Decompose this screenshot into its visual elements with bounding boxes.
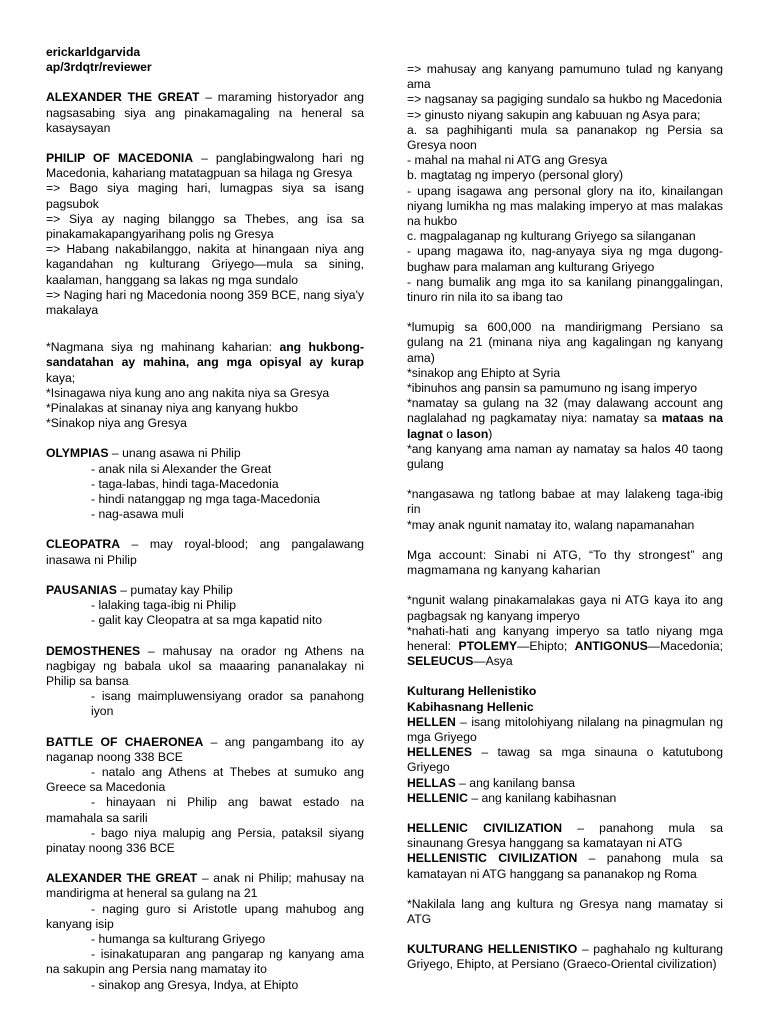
atg-intro-paragraph [46,90,364,136]
philip-line: => Habang nakabilanggo, nakita at hinangaan niya ang kagandahan ng kulturang Griyego—mula sa sining, kaalaman, hanggang sa lakas ng mga sundalo [46,242,364,287]
division-line: *ngunit walang pinakamalakas gaya ni ATG kaya ito ang pagbagsak ng kanyang imperyo [407,593,723,623]
section-atg-intro [46,90,364,136]
pausanias-item: - galit kay Cleopatra at sa mga kapatid nito [91,613,323,628]
section-known [407,897,723,927]
philip-paragraph [46,151,364,181]
death-cause-fever: mataas na lagnat [407,411,723,441]
chaeronea-item: - hinayaan ni Philip ang bawat estado na mamahala sa sarili [46,795,364,825]
general-antigonus: ANTIGONUS [574,638,648,653]
section-civilizations [407,821,723,882]
goals-line: - mahal na mahal ni ATG ang Gresya [407,153,608,168]
general-seleucus: SELEUCUS [407,654,474,669]
goals-line: => nagsanay sa pagiging sundalo sa hukbo ng Macedonia [407,92,723,107]
chaeronea-item: - natalo ang Athens at Thebes at sumuko ang Greece sa Macedonia [46,764,364,795]
death-post: ) [488,426,493,441]
section-chaeronea [46,735,364,857]
term-kulturang-hellenistiko: KULTURANG HELLENISTIKO [407,942,578,957]
goals-line: c. magpalaganap ng kulturang Griyego sa silanganan [407,229,696,244]
pausanias-item: - lalaking taga-ibig ni Philip [91,598,236,613]
olympias-item: - taga-labas, hindi taga-Macedonia [91,476,279,491]
right-column [407,62,723,973]
death-cause-poison: lason [456,426,489,441]
definition-text: – isang mitolohiyang nilalang na pinagmulan ng mga Griyego [407,714,723,744]
kingdom-bold: ang hukbong-sandatahan ay mahina, ang mga opisyal ay kurap [46,340,364,370]
olympias-text: – unang asawa ni Philip [108,446,241,461]
demosthenes-item: - isang maimpluwensiyang orador sa panahong iyon [91,689,364,719]
section-account [407,548,723,578]
term-alexander: ALEXANDER THE GREAT [46,90,200,105]
section-hellenistic [407,684,723,806]
facts-line: *lumupig sa 600,000 na mandirigmang Persiano sa gulang na 21 (minana niya ang kagalingan ng kanyang ama) [407,320,723,365]
known-line: *Nakilala lang ang kultura ng Gresya nang mamatay si ATG [407,896,723,926]
olympias-item: - hindi natanggap ng mga taga-Macedonia [91,492,321,507]
marriage-line: *nangasawa ng tatlong babae at may lalakeng taga-ibig rin [407,487,723,517]
kingdom-line: *Pinalakas at sinanay niya ang kanyang hukbo [46,401,299,416]
section-kulturang-hellenistiko [407,942,723,972]
kulturang-text: – paghahalo ng kulturang Griyego, Ehipto, at Persiano (Graeco-Oriental civilization) [407,942,723,972]
civilization-text: – panahong mula sa kamatayan ni ATG hanggang sa pananakop ng Roma [407,851,723,881]
chaeronea-item: - bago niya malupig ang Persia, pataksil siyang pinatay noong 336 BCE [46,825,364,855]
kingdom-line: *Isinagawa niya kung ano ang nakita niya sa Gresya [46,385,330,400]
civilization-definition [407,851,723,881]
division-pre: *nahati-hati ang kanyang imperyo sa tatlo niyang mga heneral: [407,623,723,653]
goals-line: => mahusay ang kanyang pamumuno tulad ng kanyang ama [407,62,723,92]
term-hellenes: HELLENES [407,745,473,760]
pausanias-text: – pumatay kay Philip [116,582,233,597]
olympias-item: - anak nila si Alexander the Great [91,461,272,476]
term-hellen: HELLEN [407,714,456,729]
heading-kulturang: Kulturang Hellenistiko [407,684,537,699]
general-seleucus-region: —Asya [473,654,513,669]
olympias-item: - nag-asawa muli [91,507,184,522]
kingdom-line: *Sinakop niya ang Gresya [46,416,187,431]
facts-line: *ang kanyang ama naman ay namatay sa halos 40 taong gulang [407,441,723,472]
author-name: erickarldgarvida [46,45,141,59]
civilization-text: – panahong mula sa sinaunang Gresya hanggang sa kamatayan ni ATG [407,820,723,851]
term-hellenic: HELLENIC [407,790,468,805]
account-paragraph: Mga account: Sinabi ni ATG, “To thy strongest” ang magmamana ng kanyang kaharian [407,547,723,578]
philip-line: => Naging hari ng Macedonia noong 359 BCE, nang siya'y makalaya [46,287,364,318]
atg-intro-text: – maraming historyador ang nagsasabing siya ang pinakamagaling na heneral sa kasaysayan [46,90,364,135]
goals-line: b. magtatag ng imperyo (personal glory) [407,168,624,183]
goals-line: - upang isagawa ang personal glory na ito, kinailangan niyang lumikha ng mas malaking imperyo at mas malakas na hukbo [407,183,723,229]
section-division [407,593,723,669]
term-chaeronea: BATTLE OF CHAERONEA [46,734,204,749]
term-olympias: OLYMPIAS [46,446,109,461]
term-cleopatra: CLEOPATRA [46,537,121,552]
demosthenes-text: – mahusay na orador ng Athens na nagbigay ng babala ukol sa maaaring pananalakay ni Philip sa bansa [46,643,364,688]
chaeronea-text: – ang pangambang ito ay naganap noong 338 BCE [46,734,364,764]
marriage-line: *may anak ngunit namatay ito, walang napamanahan [407,517,695,532]
term-hellenic-civilization: HELLENIC CIVILIZATION [407,820,563,835]
atg-detail-item: - isinakatuparan ang pangarap ng kanyang ama na sakupin ang Persia nang mamatay ito [46,947,364,977]
division-paragraph [407,624,723,670]
section-olympias [46,446,364,522]
atg-detail-paragraph [46,871,364,901]
term-pausanias: PAUSANIAS [46,582,117,597]
section-atg-facts [407,320,723,472]
term-hellenistic-civilization: HELLENISTIC CIVILIZATION [407,851,578,866]
section-atg-goals [407,62,723,305]
left-column [46,45,364,993]
civilization-definition [407,821,723,851]
definition-text: – ang kanilang kabihasnan [467,790,617,805]
goals-line: => ginusto niyang sakupin ang kabuuan ng Asya para; [407,107,701,122]
section-atg-detail [46,871,364,993]
cleopatra-paragraph [46,537,364,567]
kulturang-paragraph [407,942,723,972]
death-pre: *namatay sa gulang na 32 (may dalawang account ang naglalahad ng pagkamatay niya: namatay sa [407,396,723,426]
cleopatra-text: – may royal-blood; ang pangalawang inasawa ni Philip [46,537,364,567]
demosthenes-paragraph [46,644,364,690]
term-hellas: HELLAS [407,775,456,790]
section-pausanias [46,583,364,629]
section-demosthenes [46,644,364,720]
atg-detail-item: - humanga sa kulturang Griyego [91,931,266,946]
definition-text: – tawag sa mga sinauna o katutubong Griyego [407,745,723,775]
heading-kabihasnang: Kabihasnang Hellenic [407,699,534,714]
death-paragraph [407,396,723,442]
definition [407,745,723,775]
kingdom-post: kaya; [46,370,76,385]
atg-detail-item: - sinakop ang Gresya, Indya, at Ehipto [91,977,299,992]
definition [407,791,723,806]
death-mid: o [442,426,457,441]
goals-line: - nang bumalik ang mga ito sa kanilang pinanggalingan, tinuro rin nila ito sa ibang tao [407,274,723,305]
olympias-paragraph [46,446,364,461]
philip-line: => Bago siya maging hari, lumagpas siya sa isang pagsubok [46,181,364,211]
atg-detail-item: - naging guro si Aristotle upang mahubog ang kanyang isip [46,901,364,931]
definition-text: – ang kanilang bansa [455,775,576,790]
goals-line: - upang magawa ito, nag-anyaya siya ng mga dugong-bughaw para malaman ang kulturang Griyego [407,244,723,274]
document-subtitle: ap/3rdqtr/reviewer [46,60,152,75]
facts-line: *ibinuhos ang pansin sa pamumuno ng isang imperyo [407,381,697,396]
section-kingdom [46,340,364,431]
document-header [46,45,364,75]
definition [407,776,723,791]
term-alexander: ALEXANDER THE GREAT [46,871,198,886]
section-cleopatra [46,537,364,567]
philip-text: – panglabingwalong hari ng Macedonia, kahariang matatagpuan sa hilaga ng Gresya [46,151,364,181]
section-marriage [407,487,723,533]
facts-line: *sinakop ang Ehipto at Syria [407,365,561,380]
pausanias-paragraph [46,583,364,598]
philip-line: => Siya ay naging bilanggo sa Thebes, ang isa sa pinakamakapangyarihang polis ng Gresya [46,211,364,242]
kingdom-paragraph [46,340,364,386]
atg-detail-text: – anak ni Philip; mahusay na mandirigma at heneral sa gulang na 21 [46,871,364,901]
section-philip [46,151,364,318]
general-antigonus-region: —Macedonia; [647,638,723,653]
term-philip: PHILIP OF MACEDONIA [46,151,194,166]
chaeronea-paragraph [46,735,364,765]
kingdom-pre: *Nagmana siya ng mahinang kaharian: [46,340,280,355]
general-ptolemy: PTOLEMY [458,638,518,653]
definition [407,715,723,745]
goals-line: a. sa paghihiganti mula sa pananakop ng Persia sa Gresya noon [407,122,723,153]
term-demosthenes: DEMOSTHENES [46,643,141,658]
general-ptolemy-region: —Ehipto; [517,638,575,653]
